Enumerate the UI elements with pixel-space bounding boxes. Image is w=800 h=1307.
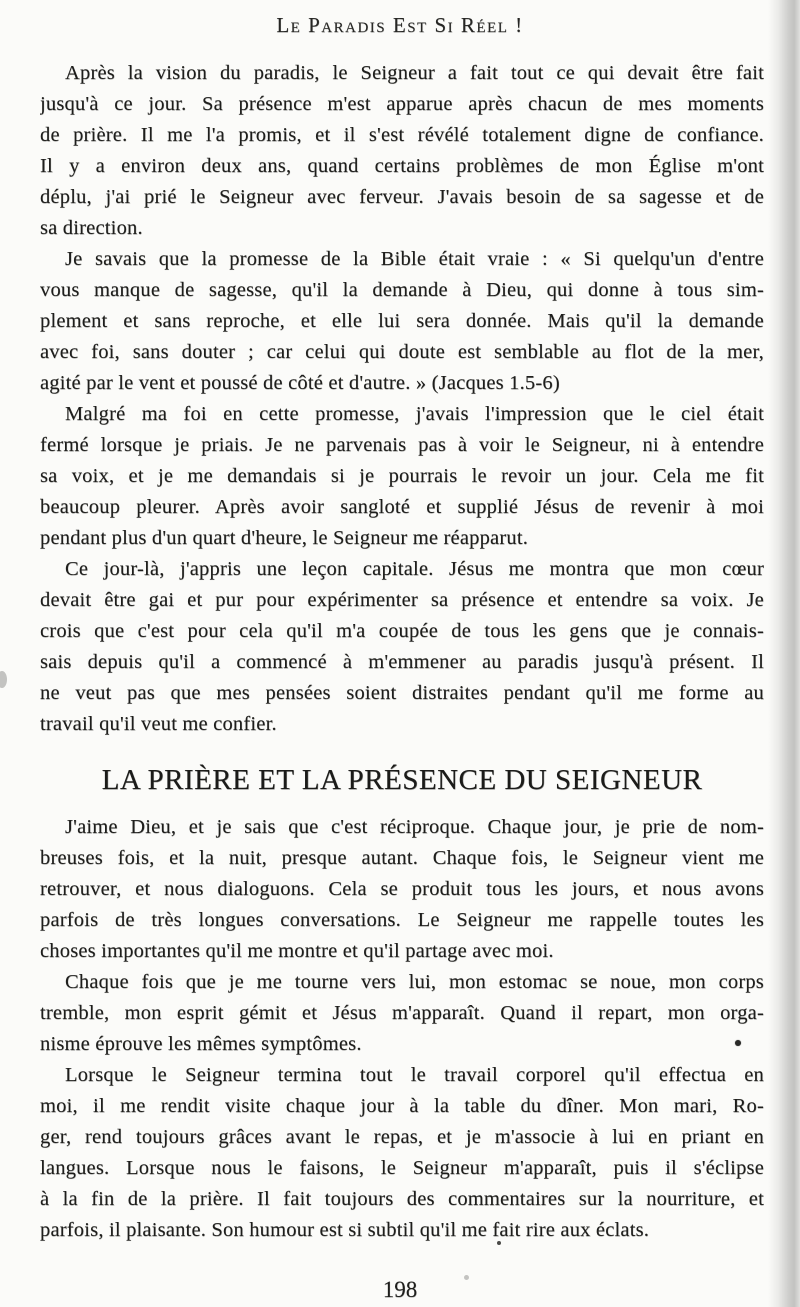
text-line: sa direction. bbox=[40, 217, 143, 239]
faint-speck bbox=[464, 1275, 469, 1280]
text-line: Il y a environ deux ans, quand certains problèmes de mon Église m'ont bbox=[40, 155, 764, 177]
text-line: Malgré ma foi en cette promesse, j'avais l'impression que le ciel était bbox=[65, 403, 764, 425]
text-line: Chaque fois que je me tourne vers lui, mon estomac se noue, mon corps bbox=[65, 971, 764, 993]
paragraph bbox=[40, 967, 764, 1060]
text-line: fermé lorsque je priais. Je ne parvenais pas à voir le Seigneur, ni à entendre bbox=[40, 434, 764, 456]
text-line: jusqu'à ce jour. Sa présence m'est apparue après chacun de mes moments bbox=[40, 93, 764, 115]
text-line: parfois de très longues conversations. Le Seigneur me rappelle toutes les bbox=[40, 909, 764, 931]
ink-speck bbox=[735, 1040, 741, 1046]
text-line: choses importantes qu'il me montre et qu'il partage avec moi. bbox=[40, 940, 554, 962]
tiny-speck bbox=[497, 1241, 501, 1245]
text-line: beaucoup pleurer. Après avoir sangloté et supplié Jésus de revenir à moi bbox=[40, 496, 764, 518]
text-line: agité par le vent et poussé de côté et d'autre. » (Jacques 1.5-6) bbox=[40, 372, 560, 394]
text-line: de prière. Il me l'a promis, et il s'est révélé totalement digne de confiance. bbox=[40, 124, 764, 146]
text-line: ger, rend toujours grâces avant le repas, et je m'associe à lui en priant en bbox=[40, 1126, 764, 1148]
text-line: retrouver, et nous dialoguons. Cela se produit tous les jours, et nous avons bbox=[40, 878, 764, 900]
text-line: Lorsque le Seigneur termina tout le travail corporel qu'il effectua en bbox=[65, 1064, 764, 1086]
text-line: sa voix, et je me demandais si je pourrais le revoir un jour. Cela me fit bbox=[40, 465, 764, 487]
text-line: plement et sans reproche, et elle lui sera donnée. Mais qu'il la demande bbox=[40, 310, 764, 332]
paragraph bbox=[40, 812, 764, 967]
text-line: J'aime Dieu, et je sais que c'est réciproque. Chaque jour, je prie de nom- bbox=[65, 816, 764, 838]
text-line: breuses fois, et la nuit, presque autant. Chaque fois, le Seigneur vient me bbox=[40, 847, 764, 869]
paragraph bbox=[40, 1060, 764, 1246]
scan-edge-shadow bbox=[768, 0, 800, 1307]
paragraph bbox=[40, 244, 764, 399]
text-line: pendant plus d'un quart d'heure, le Seigneur me réapparut. bbox=[40, 527, 529, 549]
text-line: Je savais que la promesse de la Bible était vraie : « Si quelqu'un d'entre bbox=[65, 248, 764, 270]
text-line: déplu, j'ai prié le Seigneur avec ferveur. J'avais besoin de sa sagesse et de bbox=[40, 186, 764, 208]
text-line: Après la vision du paradis, le Seigneur a fait tout ce qui devait être fait bbox=[65, 62, 764, 84]
page-number: 198 bbox=[382, 1277, 418, 1302]
paragraph bbox=[40, 554, 764, 740]
running-head: Le Paradis Est Si Réel ! bbox=[276, 13, 524, 37]
text-line: nisme éprouve les mêmes symptômes. bbox=[40, 1033, 362, 1055]
text-line: tremble, mon esprit gémit et Jésus m'apparaît. Quand il repart, mon orga- bbox=[40, 1002, 764, 1024]
text-line: parfois, il plaisante. Son humour est si subtil qu'il me fait rire aux éclats. bbox=[40, 1219, 650, 1241]
paragraph bbox=[40, 58, 764, 244]
text-line: devait être gai et pur pour expérimenter sa présence et entendre sa voix. Je bbox=[40, 589, 764, 611]
section-heading: LA PRIÈRE ET LA PRÉSENCE DU SEIGNEUR bbox=[101, 764, 703, 796]
text-line: avec foi, sans douter ; car celui qui doute est semblable au flot de la mer, bbox=[40, 341, 764, 363]
text-line: crois que c'est pour cela qu'il m'a coupée de tous les gens que je connais- bbox=[40, 620, 764, 642]
paragraph bbox=[40, 399, 764, 554]
text-line: à la fin de la prière. Il fait toujours des commentaires sur la nourriture, et bbox=[40, 1188, 764, 1210]
text-line: Ce jour-là, j'appris une leçon capitale. Jésus me montra que mon cœur bbox=[65, 558, 764, 580]
text-line: travail qu'il veut me confier. bbox=[40, 713, 277, 735]
page-content bbox=[40, 58, 764, 1246]
text-line: sais depuis qu'il a commencé à m'emmener au paradis jusqu'à présent. Il bbox=[40, 651, 764, 673]
margin-smudge bbox=[0, 671, 7, 688]
text-line: ne veut pas que mes pensées soient distraites pendant qu'il me forme au bbox=[40, 682, 764, 704]
text-line: vous manque de sagesse, qu'il la demande à Dieu, qui donne à tous sim- bbox=[40, 279, 764, 301]
text-line: moi, il me rendit visite chaque jour à la table du dîner. Mon mari, Ro- bbox=[40, 1095, 764, 1117]
text-line: langues. Lorsque nous le faisons, le Seigneur m'apparaît, puis il s'éclipse bbox=[40, 1157, 764, 1179]
